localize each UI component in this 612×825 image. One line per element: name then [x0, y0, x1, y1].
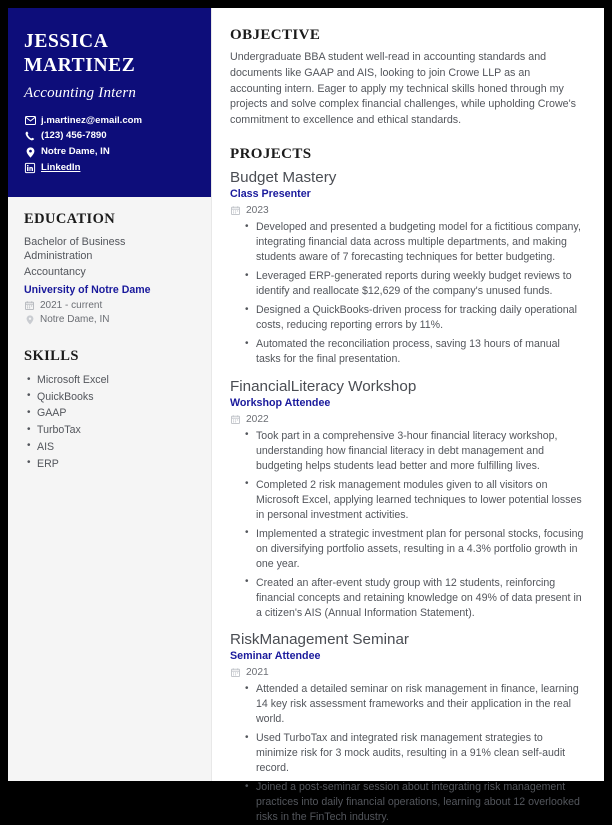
project-bullets: [230, 220, 584, 367]
sidebar-body: [8, 197, 211, 483]
skill-item: • ERP: [37, 456, 195, 473]
phone-icon: [24, 131, 36, 141]
project-date: 2023: [246, 205, 269, 217]
candidate-role: Accounting Intern: [24, 84, 137, 101]
bullet-item: • Joined a post-seminar session about integrating risk management practices into daily financial operations, learning about 12 overlooked risks in the FinTech industry.: [256, 780, 584, 825]
projects-heading: PROJECTS: [230, 146, 312, 163]
contact-email-label: j.martinez@email.com: [41, 114, 143, 126]
bullet-item: • Used TurboTax and integrated risk management strategies to minimize risk for 3 mock audits, resulting in a 91% clean self-audit record.: [256, 731, 584, 776]
objective-section: [230, 27, 584, 129]
project-date-row: [230, 205, 584, 216]
bullet-item: • Completed 2 risk management modules given to all visitors on Microsoft Excel, applying learned techniques to lower potential losses in personal investment activities.: [256, 478, 584, 523]
project-entry: [230, 169, 584, 367]
contact-location: [24, 147, 195, 158]
candidate-last-name: MARTINEZ: [24, 54, 136, 76]
project-bullets: [230, 429, 584, 621]
main-column: [212, 8, 604, 824]
objective-heading: OBJECTIVE: [230, 27, 321, 43]
contact-linkedin-label[interactable]: LinkedIn: [41, 162, 81, 174]
envelope-icon: [24, 116, 36, 125]
bullet-item: • Leveraged ERP-generated reports during weekly budget reviews to identify and reallocate $12,629 of the company's unused funds.: [256, 269, 584, 299]
calendar-icon: [24, 301, 35, 310]
project-title: RiskManagement Seminar: [230, 630, 409, 648]
education-date: 2021 - current: [40, 299, 103, 311]
sidebar: [8, 8, 212, 781]
contact-email: [24, 116, 195, 126]
project-date: 2022: [246, 413, 269, 425]
contact-phone-label: (123) 456-7890: [41, 130, 107, 142]
objective-text: Undergraduate BBA student well-read in accounting standards and documents like GAAP and AIS, looking to join Crowe LLP as an accounting intern. Eager to apply my technical skills honed through my projects and solve complex financial challenges, while upholding Crowe's commitment to excellence and ethical standards.: [230, 51, 577, 127]
bullet-item: • Took part in a comprehensive 3-hour financial literacy workshop, understanding how financial literacy in debt management and budgeting helps students lead better and more fulfilling lives.: [256, 429, 584, 474]
project-role: Class Presenter: [230, 188, 311, 201]
bullet-item: • Designed a QuickBooks-driven process for tracking daily operational costs, reducing reporting errors by 11%.: [256, 303, 584, 333]
project-bullets: [230, 682, 584, 825]
bullet-item: • Created an after-event study group with 12 students, reinforcing financial concepts and retaining knowledge on 49% of data present in a citizen's AIS (Annual Information Statement).: [256, 576, 584, 621]
identity-header: [8, 8, 211, 197]
skills-section: [24, 348, 195, 472]
education-location: Notre Dame, IN: [40, 314, 110, 325]
bullet-item: • Automated the reconciliation process, saving 13 hours of manual tasks for the final presentation.: [256, 337, 584, 367]
skills-heading: SKILLS: [24, 348, 79, 364]
calendar-icon: [230, 415, 241, 424]
candidate-first-name: JESSICA: [24, 31, 109, 52]
project-entry: [230, 631, 584, 825]
education-section: [24, 211, 195, 326]
skill-item: • AIS: [37, 439, 195, 456]
bullet-item: • Developed and presented a budgeting model for a fictitious company, integrating financial data across multiple departments, and making students aware of 7 forecasting techniques for better budgeting.: [256, 220, 584, 265]
project-role: Seminar Attendee: [230, 650, 321, 663]
projects-section: [230, 146, 584, 825]
education-degree: Bachelor of Business Administration: [24, 235, 126, 262]
education-location-row: [24, 314, 195, 326]
project-date-row: [230, 667, 584, 678]
contact-location-label: Notre Dame, IN: [41, 146, 110, 158]
project-title: Budget Mastery: [230, 169, 337, 187]
project-date: 2021: [246, 667, 269, 679]
resume-columns: [8, 8, 604, 824]
project-entry: [230, 378, 584, 621]
project-title: FinancialLiteracy Workshop: [230, 377, 417, 395]
resume-page: [8, 8, 604, 824]
education-heading: EDUCATION: [24, 210, 116, 227]
calendar-icon: [230, 668, 241, 677]
skills-list: [24, 372, 195, 472]
bullet-item: • Implemented a strategic investment plan for personal stocks, focusing on diversifying portfolio assets, resulting in a 4.3% portfolio growth in one year.: [256, 527, 584, 572]
project-role: Workshop Attendee: [230, 396, 331, 409]
contact-phone: [24, 131, 195, 141]
candidate-name: [24, 30, 195, 78]
location-pin-icon: [24, 147, 36, 158]
project-date-row: [230, 414, 584, 425]
skill-item: • TurboTax: [37, 422, 195, 439]
skill-item: • GAAP: [37, 405, 195, 422]
skill-item: • QuickBooks: [37, 389, 195, 406]
education-field: Accountancy: [24, 266, 86, 279]
contact-list: [24, 116, 195, 174]
contact-linkedin[interactable]: [24, 163, 195, 173]
skill-item: • Microsoft Excel: [37, 372, 195, 389]
linkedin-icon: [24, 163, 36, 173]
bullet-item: • Attended a detailed seminar on risk management in finance, learning 14 key risk assessment frameworks and their application in the real world.: [256, 682, 584, 727]
education-school: University of Notre Dame: [24, 283, 151, 296]
education-date-row: [24, 300, 195, 312]
location-pin-icon: [24, 315, 35, 325]
calendar-icon: [230, 206, 241, 215]
